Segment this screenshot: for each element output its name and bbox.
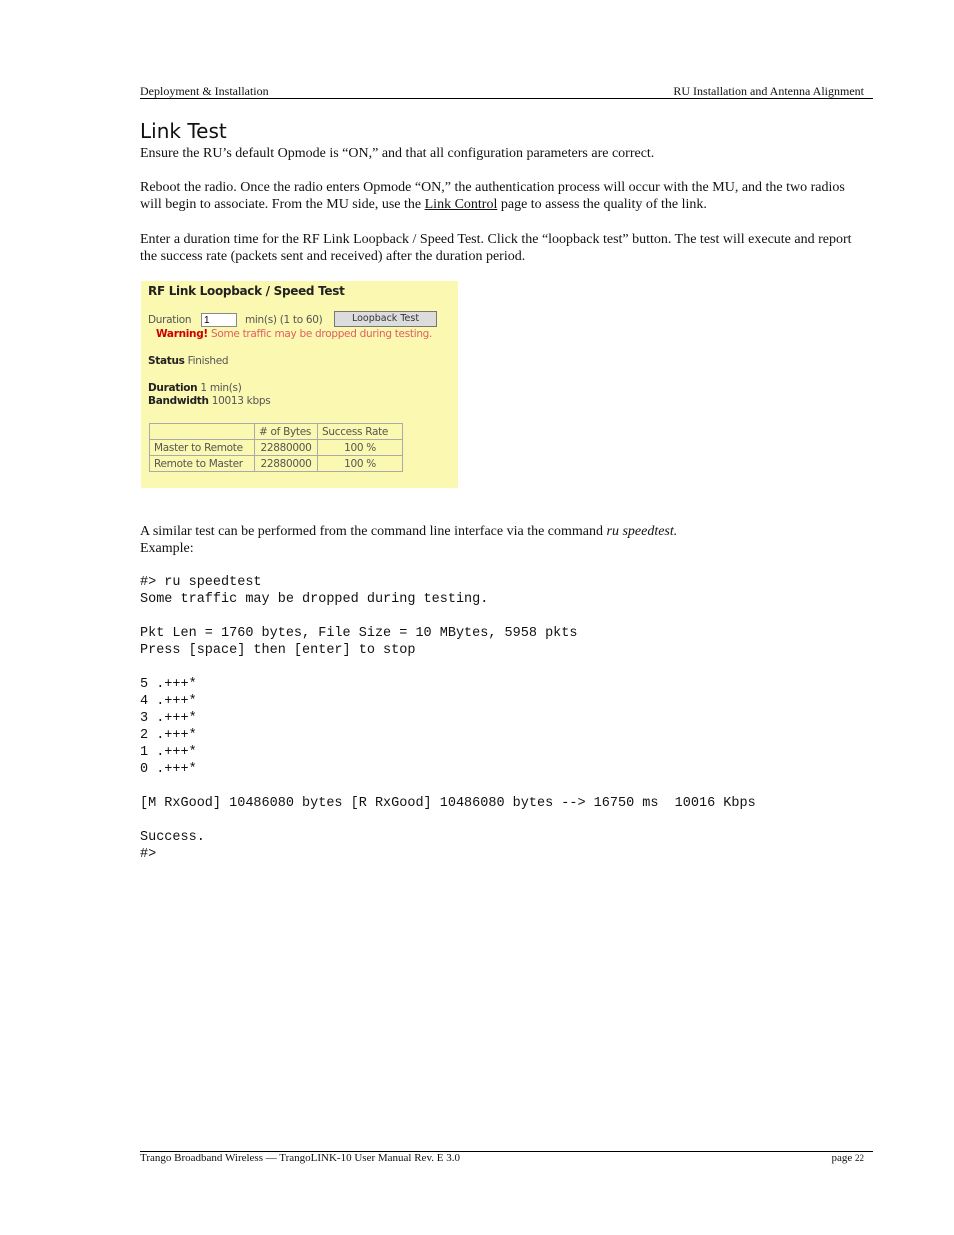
cli-line: 2 .+++* (140, 728, 197, 743)
duration-label: Duration (148, 314, 192, 326)
header-left: Deployment & Installation (140, 84, 269, 98)
cli-line: 5 .+++* (140, 677, 197, 692)
table-cell: 22880000 (255, 456, 318, 472)
cli-line: Success. (140, 830, 205, 845)
cli-line (140, 812, 756, 829)
paragraph-2-text-a: Reboot the radio. Once the radio enters Opmode “ON,” the authentication process will occur with the MU, and the two radios will begin to associate. From the MU side, use the (140, 180, 845, 212)
bandwidth-line (148, 395, 270, 407)
warning-text: Some traffic may be dropped during testing. (207, 328, 433, 340)
page-number-value: 22 (855, 1153, 864, 1163)
duration-result-value: 1 min(s) (197, 382, 242, 394)
cli-line: #> ru speedtest (140, 575, 262, 590)
cli-line: 1 .+++* (140, 745, 197, 760)
footer-left: Trango Broadband Wireless — TrangoLINK-10 User Manual Rev. E 3.0 (140, 1152, 460, 1164)
duration-result-label: Duration (148, 382, 198, 394)
cli-line: #> (140, 847, 157, 862)
table-cell: 100 % (318, 456, 403, 472)
table-cell: 22880000 (255, 440, 318, 456)
cli-line (140, 659, 756, 676)
paragraph-2-text-b: page to assess the quality of the link. (497, 197, 707, 212)
status-line (148, 355, 228, 367)
paragraph-2 (140, 179, 860, 213)
cli-line: 0 .+++* (140, 762, 197, 777)
table-header-cell (150, 424, 255, 440)
header-rule (140, 98, 873, 99)
cli-line (140, 778, 756, 795)
status-value: Finished (184, 355, 229, 367)
cli-intro-text: A similar test can be performed from the command line interface via the command (140, 524, 607, 539)
paragraph-1: Ensure the RU’s default Opmode is “ON,” and that all configuration parameters are correct. (140, 146, 655, 161)
duration-input[interactable] (201, 313, 237, 327)
duration-result-line (148, 382, 242, 394)
warning-label: Warning! (156, 328, 208, 340)
paragraph-3: Enter a duration time for the RF Link Loopback / Speed Test. Click the “loopback test” button. The test will execute and report the success rate (packets sent and received) after the duration period. (140, 232, 852, 264)
cli-line (140, 608, 756, 625)
table-header-cell: # of Bytes (255, 424, 318, 440)
table-header-cell: Success Rate (318, 424, 403, 440)
bandwidth-value: 10013 kbps (208, 395, 271, 407)
section-title: Link Test (140, 119, 227, 143)
bandwidth-label: Bandwidth (148, 395, 209, 407)
loopback-test-button[interactable]: Loopback Test (334, 311, 437, 327)
cli-command: ru speedtest. (606, 524, 678, 539)
cli-line: Pkt Len = 1760 bytes, File Size = 10 MBytes, 5958 pkts (140, 626, 578, 641)
panel-title: RF Link Loopback / Speed Test (148, 284, 345, 298)
example-label: Example: (140, 541, 194, 556)
cli-line: [M RxGood] 10486080 bytes [R RxGood] 10486080 bytes --> 16750 ms 10016 Kbps (140, 796, 756, 811)
table-cell: 100 % (318, 440, 403, 456)
cli-line: Press [space] then [enter] to stop (140, 643, 416, 658)
duration-units: min(s) (1 to 60) (245, 314, 323, 326)
cli-output (140, 574, 756, 863)
speed-test-panel (141, 281, 458, 488)
page-label: page (831, 1152, 855, 1164)
cli-line: 4 .+++* (140, 694, 197, 709)
cli-line: Some traffic may be dropped during testing. (140, 592, 489, 607)
results-table (149, 423, 403, 472)
link-control-link[interactable]: Link Control (424, 197, 498, 212)
status-label: Status (148, 355, 185, 367)
cli-line: 3 .+++* (140, 711, 197, 726)
table-cell: Remote to Master (150, 456, 255, 472)
table-cell: Master to Remote (150, 440, 255, 456)
warning-message (156, 328, 432, 340)
table-header-row (150, 424, 403, 440)
table-row (150, 440, 403, 456)
page-number (831, 1152, 864, 1164)
table-row (150, 456, 403, 472)
cli-intro (140, 523, 860, 540)
header-right: RU Installation and Antenna Alignment (673, 84, 864, 98)
